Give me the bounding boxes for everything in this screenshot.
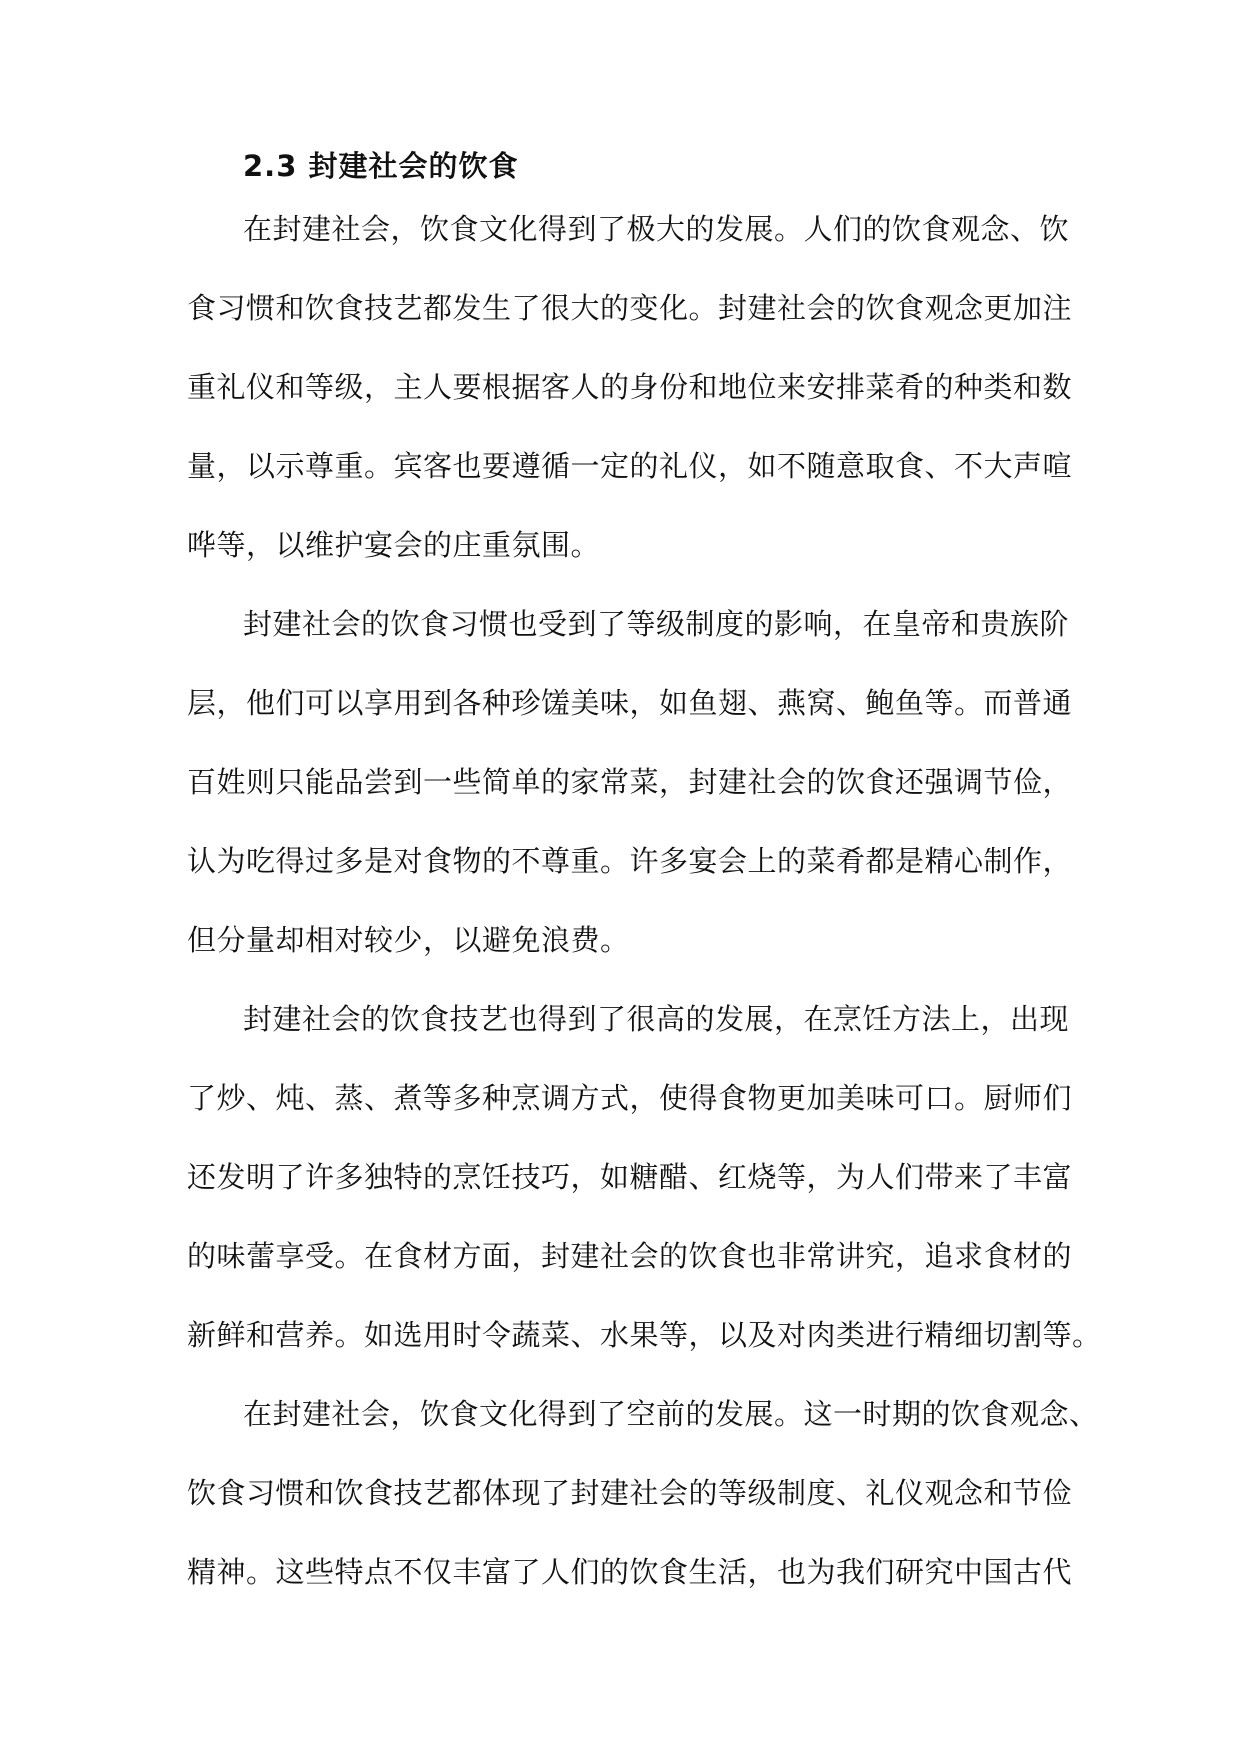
paragraph-line: 层，他们可以享用到各种珍馐美味，如鱼翅、燕窝、鲍鱼等。而普通 <box>187 686 1073 720</box>
paragraph-line: 新鲜和营养。如选用时令蔬菜、水果等，以及对肉类进行精细切割等。 <box>187 1318 1102 1352</box>
paragraph-line: 封建社会的饮食技艺也得到了很高的发展，在烹饪方法上，出现 <box>243 1002 1070 1036</box>
paragraph-line: 百姓则只能品尝到一些简单的家常菜，封建社会的饮食还强调节俭， <box>187 765 1073 799</box>
paragraph-2 <box>187 585 1073 980</box>
paragraph-line: 哗等，以维护宴会的庄重氛围。 <box>187 528 601 562</box>
paragraph-line: 还发明了许多独特的烹饪技巧，如糖醋、红烧等，为人们带来了丰富 <box>187 1160 1073 1194</box>
paragraph-line: 精神。这些特点不仅丰富了人们的饮食生活，也为我们研究中国古代 <box>187 1555 1073 1589</box>
paragraph-1 <box>187 190 1073 585</box>
paragraph-line: 了炒、炖、蒸、煮等多种烹调方式，使得食物更加美味可口。厨师们 <box>187 1081 1073 1115</box>
section-heading: 2.3 封建社会的饮食 <box>243 149 519 183</box>
paragraph-3 <box>187 980 1102 1375</box>
paragraph-line: 的味蕾享受。在食材方面，封建社会的饮食也非常讲究，追求食材的 <box>187 1239 1073 1273</box>
paragraph-line: 认为吃得过多是对食物的不尊重。许多宴会上的菜肴都是精心制作， <box>187 844 1073 878</box>
paragraph-line: 在封建社会，饮食文化得到了极大的发展。人们的饮食观念、饮 <box>243 212 1070 246</box>
paragraph-line: 在封建社会，饮食文化得到了空前的发展。这一时期的饮食观念、 <box>243 1397 1099 1431</box>
paragraph-line: 封建社会的饮食习惯也受到了等级制度的影响，在皇帝和贵族阶 <box>243 607 1070 641</box>
paragraph-line: 食习惯和饮食技艺都发生了很大的变化。封建社会的饮食观念更加注 <box>187 291 1073 325</box>
paragraph-line: 但分量却相对较少，以避免浪费。 <box>187 923 630 957</box>
paragraph-line: 重礼仪和等级，主人要根据客人的身份和地位来安排菜肴的种类和数 <box>187 370 1073 404</box>
paragraph-line: 量，以示尊重。宾客也要遵循一定的礼仪，如不随意取食、不大声喧 <box>187 449 1073 483</box>
paragraph-4 <box>187 1375 1099 1612</box>
paragraph-line: 饮食习惯和饮食技艺都体现了封建社会的等级制度、礼仪观念和节俭 <box>187 1476 1073 1510</box>
